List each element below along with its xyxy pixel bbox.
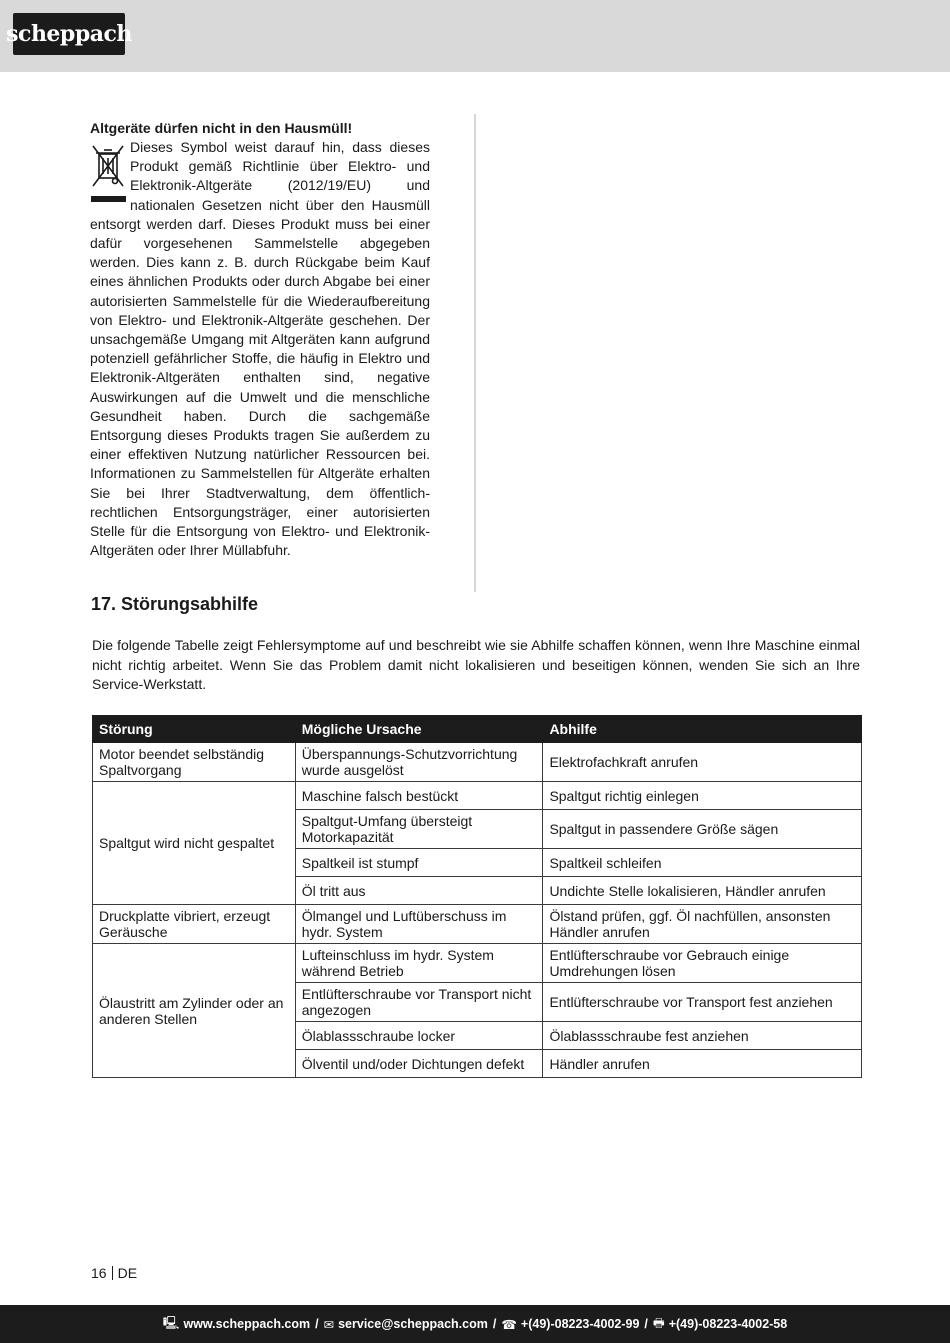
remedy-cell: Ölstand prüfen, ggf. Öl nachfüllen, ansonsten Händler anrufen (543, 905, 862, 944)
fax-number: +(49)-08223-4002-58 (668, 1317, 788, 1331)
computer-icon: 🖳 (162, 1315, 180, 1330)
email-link[interactable]: service@scheppach.com (338, 1317, 488, 1331)
header-stoerung: Störung (93, 716, 296, 743)
table-row (93, 905, 862, 944)
cause-cell: Überspannungs-Schutzvorrichtung wurde ausgelöst (295, 743, 543, 782)
cause-cell: Öl tritt aus (295, 877, 543, 905)
fault-cell: Ölaustritt am Zylinder oder an anderen Stellen (93, 944, 296, 1078)
cause-cell: Maschine falsch bestückt (295, 782, 543, 810)
fault-cell: Druckplatte vibriert, erzeugt Geräusche (93, 905, 296, 944)
troubleshooting-table (92, 715, 862, 1078)
remedy-cell: Ölablassschraube fest anziehen (543, 1022, 862, 1050)
mail-icon: ✉ (323, 1317, 335, 1332)
page-number: 16 DE (91, 1265, 138, 1281)
table-header-row (93, 716, 862, 743)
contact-footer: 🖳 www.scheppach.com / ✉ service@scheppach.com / ☎ +(49)-08223-4002-99 / 🖶 +(49)-08223-4002-58 (0, 1305, 950, 1343)
cause-cell: Lufteinschluss im hydr. System während Betrieb (295, 944, 543, 983)
weee-notice (90, 119, 430, 560)
brand-logo: scheppach (13, 13, 125, 55)
weee-title: Altgeräte dürfen nicht in den Hausmüll! (90, 120, 353, 136)
header-bar (0, 0, 950, 72)
remedy-cell: Entlüfterschraube vor Gebrauch einige Umdrehungen lösen (543, 944, 862, 983)
phone-number: +(49)-08223-4002-99 (520, 1317, 640, 1331)
cause-cell: Ölablassschraube locker (295, 1022, 543, 1050)
table-row (93, 743, 862, 782)
table-row (93, 944, 862, 983)
fault-cell: Spaltgut wird nicht gespaltet (93, 782, 296, 905)
remedy-cell: Spaltgut richtig einlegen (543, 782, 862, 810)
remedy-cell: Undichte Stelle lokalisieren, Händler anrufen (543, 877, 862, 905)
website-link[interactable]: www.scheppach.com (183, 1317, 311, 1331)
cause-cell: Ölventil und/oder Dichtungen defekt (295, 1050, 543, 1078)
cause-cell: Spaltkeil ist stumpf (295, 849, 543, 877)
section-intro: Die folgende Tabelle zeigt Fehlersymptome auf und beschreibt wie sie Abhilfe schaffen können, wenn Ihre Maschine einmal nicht richtig arbeitet. Wenn Sie das Problem damit nicht lokalisieren und beseitigen können, wenden Sie sich an Ihre Service-Werkstatt. (92, 637, 860, 692)
column-divider (474, 114, 476, 592)
table-row (93, 782, 862, 810)
fault-cell: Motor beendet selbständig Spaltvorgang (93, 743, 296, 782)
header-ursache: Mögliche Ursache (295, 716, 543, 743)
remedy-cell: Elektrofachkraft anrufen (543, 743, 862, 782)
cause-cell: Entlüfterschraube vor Transport nicht angezogen (295, 983, 543, 1022)
section-title: 17. Störungsabhilfe (91, 594, 259, 614)
remedy-cell: Spaltkeil schleifen (543, 849, 862, 877)
weee-text: Dieses Symbol weist darauf hin, dass dieses Produkt gemäß Richtlinie über Elektro- und Elektronik-Altgeräte (2012/19/EU) und nationalen Gesetzen nicht über den Hausmüll entsorgt werden darf. Dieses Produkt muss bei einer dafür vorgesehenen Sammelstelle abgegeben werden. Dies kann z. B. durch Rückgabe beim Kauf eines ähnlichen Produkts oder durch Abgabe bei einer autorisierten Sammelstelle für die Wiederaufbereitung von Elektro- und Elektronik-Altgeräte geschehen. Der unsachgemäße Umgang mit Altgeräten kann aufgrund potenziell gefährlicher Stoffe, die häufig in Elektro und Elektronik-Altgeräten enthalten sind, negative Auswirkungen auf die Umwelt und die menschliche Gesundheit haben. Durch die sachgemäße Entsorgung dieses Produkts tragen Sie außerdem zu einer effektiven Nutzung natürlicher Ressourcen bei. Informationen zu Sammelstellen für Altgeräte erhalten Sie bei Ihrer Stadtverwaltung, dem öffentlich-rechtlichen Entsorgungsträger, einer autorisierten Stelle für die Entsorgung von Elektro- und Elektronik-Altgeräten oder Ihrer Müllabfuhr. (90, 139, 430, 559)
header-abhilfe: Abhilfe (543, 716, 862, 743)
remedy-cell: Entlüfterschraube vor Transport fest anziehen (543, 983, 862, 1022)
fax-icon: 🖶 (652, 1315, 665, 1330)
remedy-cell: Händler anrufen (543, 1050, 862, 1078)
phone-icon: ☎ (501, 1317, 517, 1332)
crossed-out-wheelie-bin-icon (90, 142, 126, 206)
cause-cell: Spaltgut-Umfang übersteigt Motorkapazität (295, 810, 543, 849)
remedy-cell: Spaltgut in passendere Größe sägen (543, 810, 862, 849)
cause-cell: Ölmangel und Luftüberschuss im hydr. System (295, 905, 543, 944)
